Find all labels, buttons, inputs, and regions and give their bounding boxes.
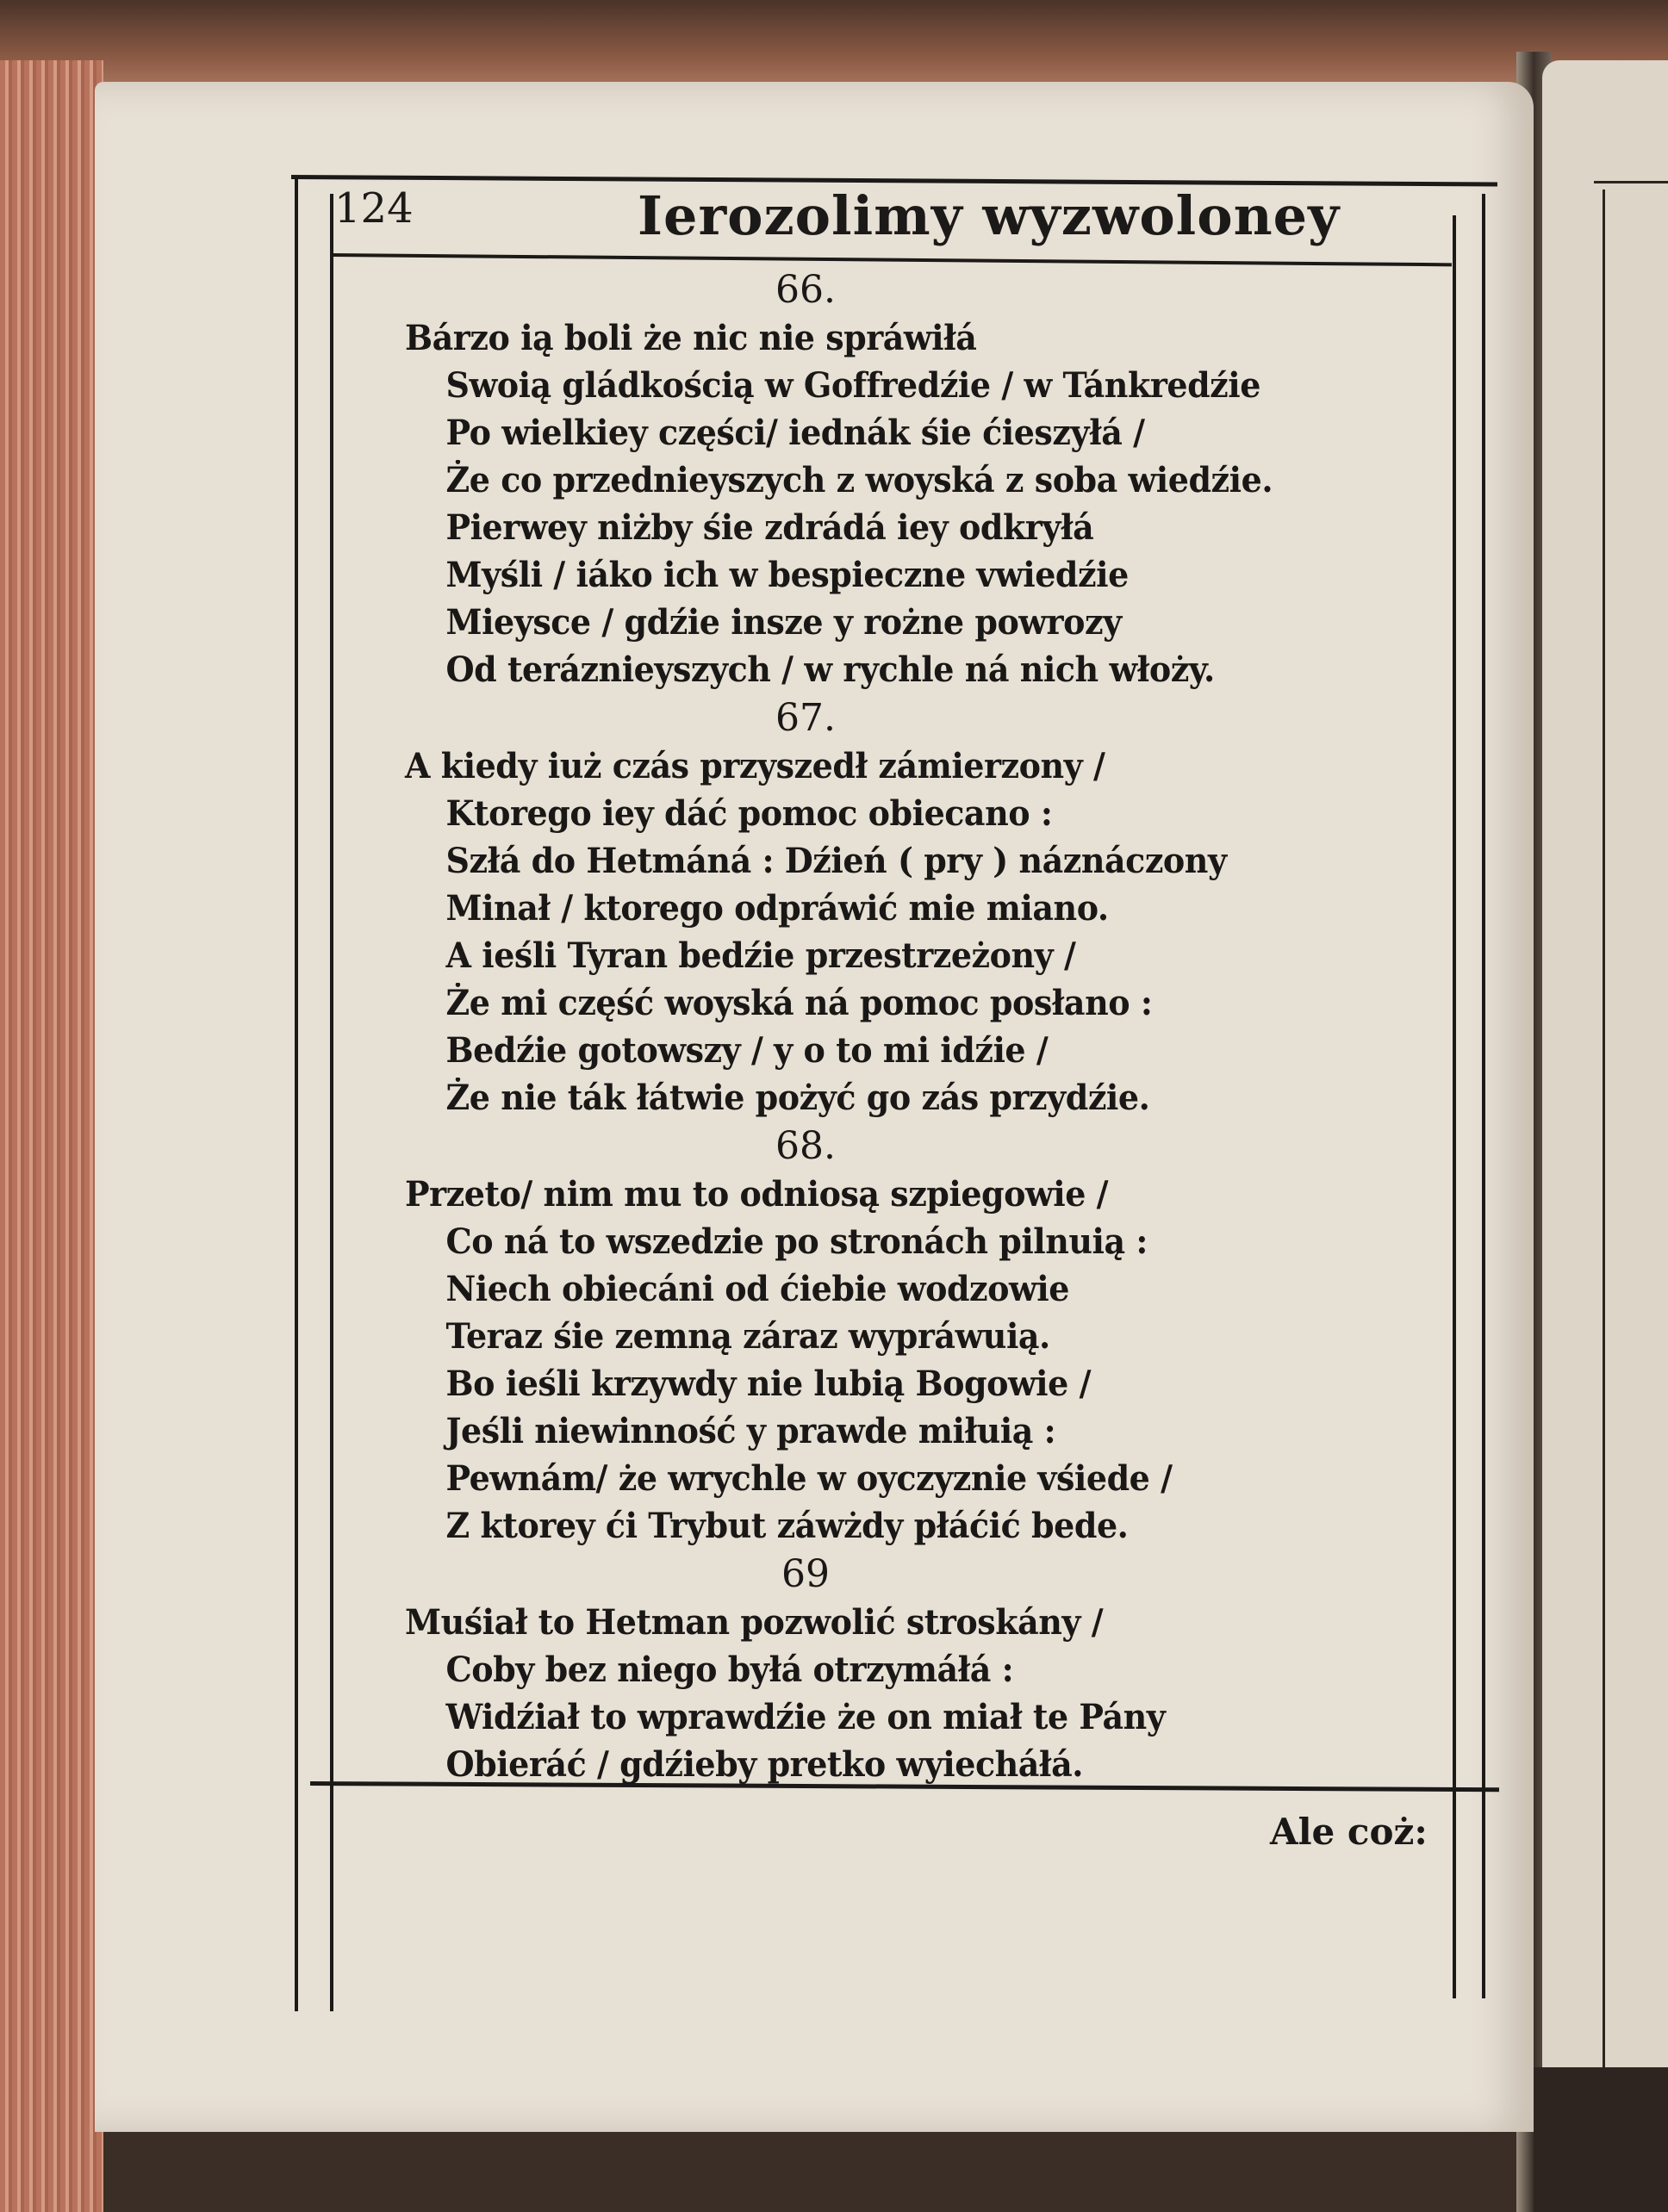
verse-line: Że co przednieyszych z woyská z soba wiedźie. xyxy=(445,460,1273,500)
verse-line: Niech obiecáni od ćiebie wodzowie xyxy=(445,1269,1069,1309)
verse-line: Teraz śie zemną záraz wypráwuią. xyxy=(445,1316,1050,1357)
stanza xyxy=(405,1550,1491,1788)
verse-line: Szłá do Hetmáná : Dźień ( pry ) náznáczony xyxy=(445,841,1227,881)
verse-line: Mieysce / gdźie insze y rożne powrozy xyxy=(445,602,1122,643)
catchword: Ale coż: xyxy=(1270,1811,1428,1853)
running-title: Ierozolimy wyzwoloney xyxy=(638,184,1341,247)
verse-line: Myśli / iáko ich w bespieczne vwiedźie xyxy=(445,555,1129,595)
stanza xyxy=(405,265,1491,693)
stanza-number: 66. xyxy=(775,268,836,312)
verse-line: Że nie ták łátwie pożyć go zás przydźie. xyxy=(445,1078,1150,1118)
verse-line: Z ktorey ći Trybut záwżdy płáćić bede. xyxy=(445,1506,1129,1546)
verse-line: Muśiał to Hetman pozwolić stroskány / xyxy=(405,1602,1104,1643)
verse-line: Od teráznieyszych / w rychle ná nich włoży. xyxy=(445,649,1215,690)
stanza-number: 67. xyxy=(775,696,836,740)
left-border-inner xyxy=(330,194,333,2011)
verse-line: Widźiał to wprawdźie że on miał te Pány xyxy=(445,1697,1166,1737)
verse-line: Pierwey niżby śie zdrádá iey odkryłá xyxy=(445,507,1094,548)
verse-line: Że mi część woyská ná pomoc posłano : xyxy=(445,983,1153,1023)
book-cover-top xyxy=(0,0,1668,95)
verse-line: Bo ieśli krzywdy nie lubią Bogowie / xyxy=(445,1364,1092,1404)
verse-line: A kiedy iuż czás przyszedł zámierzony / xyxy=(405,746,1105,786)
verse-line: A ieśli Tyran bedźie przestrzeżony / xyxy=(445,935,1076,976)
stanza-number: 68. xyxy=(775,1124,836,1168)
page-number: 124 xyxy=(334,184,414,233)
verse-line: Bárzo ią boli że nic nie spráwiłá xyxy=(405,318,977,358)
verse-line: Minał / ktorego odpráwić mie miano. xyxy=(445,888,1109,929)
stanza xyxy=(405,1122,1491,1550)
verse-line: Co ná to wszedzie po stronách pilnuią : xyxy=(445,1221,1148,1262)
right-page-border xyxy=(1603,190,1605,2102)
verse-line: Jeśli niewinność y prawde miłuią : xyxy=(445,1411,1056,1451)
verse-line: Coby bez niego byłá otrzymáłá : xyxy=(445,1650,1014,1690)
verse-line: Po wielkiey części/ iednák śie ćieszyłá / xyxy=(445,413,1145,453)
verse-line: Pewnám/ że wrychle w oyczyznie vśiede / xyxy=(445,1458,1173,1499)
stanza xyxy=(405,693,1491,1122)
left-border-outer xyxy=(295,177,298,2011)
poem-text xyxy=(405,265,1491,1788)
book-cover-bottom xyxy=(1534,2067,1668,2212)
verse-line: Przeto/ nim mu to odniosą szpiegowie / xyxy=(405,1174,1109,1215)
right-page-rule xyxy=(1594,181,1668,183)
page-edges xyxy=(0,60,103,2212)
verse-line: Bedźie gotowszy / y o to mi idźie / xyxy=(445,1030,1049,1071)
verse-line: Swoią gládkością w Goffredźie / w Tánkredźie xyxy=(445,365,1260,406)
right-page xyxy=(1542,60,1668,2085)
stanza-number: 69 xyxy=(781,1552,830,1596)
verse-line: Ktorego iey dáć pomoc obiecano : xyxy=(445,793,1053,834)
verse-line: Obieráć / gdźieby pretko wyiecháłá. xyxy=(445,1744,1083,1785)
